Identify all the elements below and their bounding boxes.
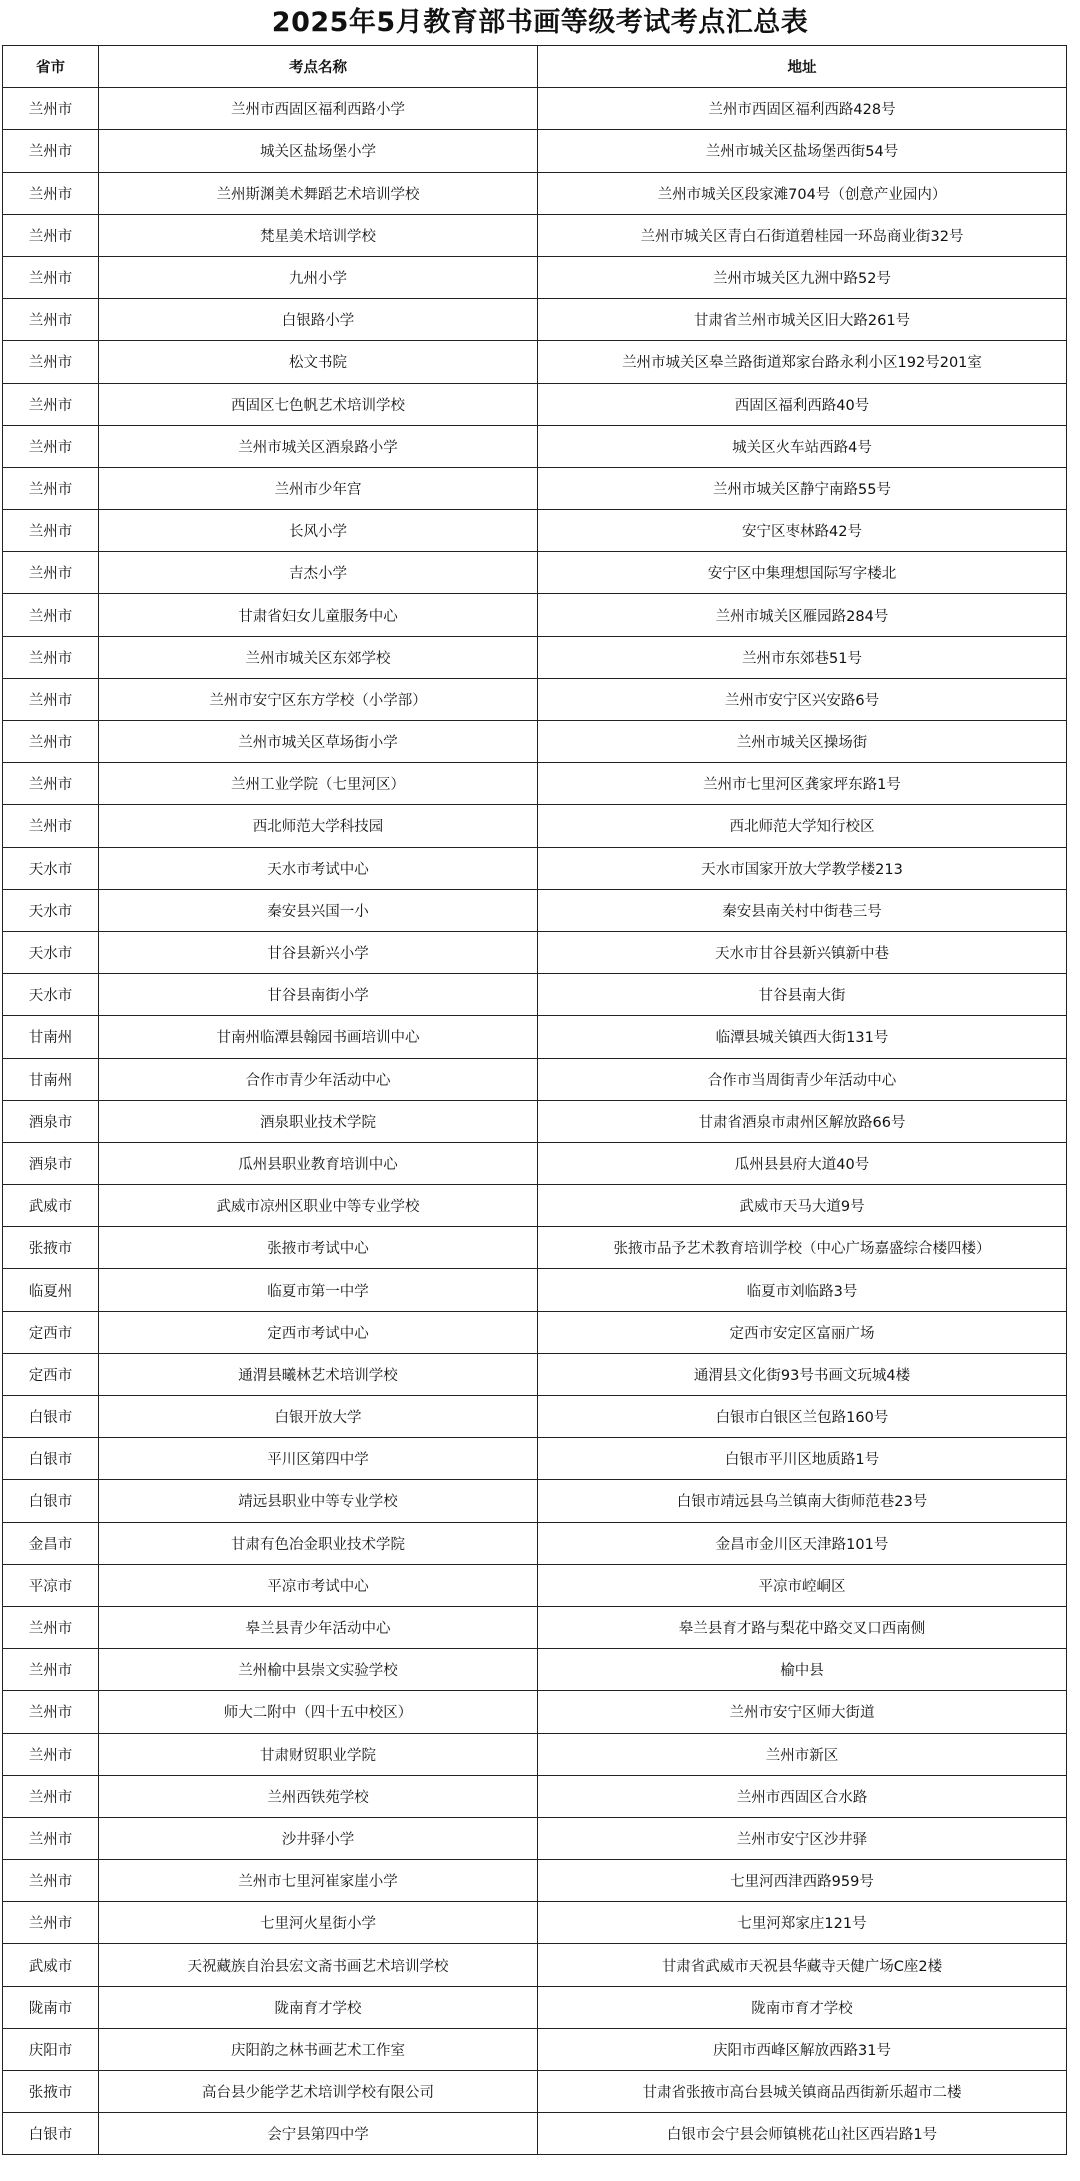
address-cell: 安宁区枣林路42号 xyxy=(538,510,1067,552)
address-cell: 兰州市安宁区兴安路6号 xyxy=(538,678,1067,720)
city-cell: 兰州市 xyxy=(3,88,99,130)
site-name-cell: 甘肃财贸职业学院 xyxy=(99,1733,538,1775)
table-row xyxy=(3,1396,1067,1438)
address-cell: 兰州市城关区盐场堡西街54号 xyxy=(538,130,1067,172)
column-header-address: 地址 xyxy=(538,46,1067,88)
table-row xyxy=(3,1902,1067,1944)
city-cell: 兰州市 xyxy=(3,721,99,763)
table-row xyxy=(3,1691,1067,1733)
site-name-cell: 兰州市城关区酒泉路小学 xyxy=(99,425,538,467)
address-cell: 陇南市育才学校 xyxy=(538,1986,1067,2028)
table-row xyxy=(3,383,1067,425)
site-name-cell: 甘谷县新兴小学 xyxy=(99,931,538,973)
table-row xyxy=(3,1269,1067,1311)
site-name-cell: 天祝藏族自治县宏文斋书画艺术培训学校 xyxy=(99,1944,538,1986)
table-row xyxy=(3,1733,1067,1775)
city-cell: 张掖市 xyxy=(3,2071,99,2113)
table-row xyxy=(3,763,1067,805)
address-cell: 定西市安定区富丽广场 xyxy=(538,1311,1067,1353)
address-cell: 天水市甘谷县新兴镇新中巷 xyxy=(538,931,1067,973)
table-row xyxy=(3,467,1067,509)
address-cell: 城关区火车站西路4号 xyxy=(538,425,1067,467)
address-cell: 瓜州县县府大道40号 xyxy=(538,1142,1067,1184)
city-cell: 兰州市 xyxy=(3,256,99,298)
address-cell: 金昌市金川区天津路101号 xyxy=(538,1522,1067,1564)
site-name-cell: 临夏市第一中学 xyxy=(99,1269,538,1311)
address-cell: 兰州市城关区静宁南路55号 xyxy=(538,467,1067,509)
table-row xyxy=(3,2113,1067,2155)
city-cell: 兰州市 xyxy=(3,552,99,594)
address-cell: 甘肃省武威市天祝县华藏寺天健广场C座2楼 xyxy=(538,1944,1067,1986)
site-name-cell: 会宁县第四中学 xyxy=(99,2113,538,2155)
table-row xyxy=(3,88,1067,130)
table-row xyxy=(3,425,1067,467)
table-row xyxy=(3,1944,1067,1986)
site-name-cell: 长风小学 xyxy=(99,510,538,552)
site-name-cell: 兰州市少年宫 xyxy=(99,467,538,509)
address-cell: 临夏市刘临路3号 xyxy=(538,1269,1067,1311)
address-cell: 七里河郑家庄121号 xyxy=(538,1902,1067,1944)
site-name-cell: 吉杰小学 xyxy=(99,552,538,594)
site-name-cell: 甘南州临潭县翰园书画培训中心 xyxy=(99,1016,538,1058)
city-cell: 兰州市 xyxy=(3,1733,99,1775)
city-cell: 兰州市 xyxy=(3,130,99,172)
city-cell: 金昌市 xyxy=(3,1522,99,1564)
address-cell: 通渭县文化街93号书画文玩城4楼 xyxy=(538,1353,1067,1395)
table-row xyxy=(3,1606,1067,1648)
city-cell: 定西市 xyxy=(3,1353,99,1395)
site-name-cell: 酒泉职业技术学院 xyxy=(99,1100,538,1142)
city-cell: 兰州市 xyxy=(3,1775,99,1817)
city-cell: 甘南州 xyxy=(3,1016,99,1058)
table-row xyxy=(3,889,1067,931)
city-cell: 平凉市 xyxy=(3,1564,99,1606)
table-row xyxy=(3,931,1067,973)
city-cell: 酒泉市 xyxy=(3,1142,99,1184)
site-name-cell: 秦安县兴国一小 xyxy=(99,889,538,931)
address-cell: 兰州市安宁区师大街道 xyxy=(538,1691,1067,1733)
address-cell: 白银市靖远县乌兰镇南大街师范巷23号 xyxy=(538,1480,1067,1522)
site-name-cell: 七里河火星街小学 xyxy=(99,1902,538,1944)
site-name-cell: 瓜州县职业教育培训中心 xyxy=(99,1142,538,1184)
table-row xyxy=(3,721,1067,763)
city-cell: 天水市 xyxy=(3,889,99,931)
city-cell: 兰州市 xyxy=(3,805,99,847)
site-name-cell: 定西市考试中心 xyxy=(99,1311,538,1353)
site-name-cell: 甘谷县南街小学 xyxy=(99,974,538,1016)
address-cell: 兰州市城关区青白石街道碧桂园一环岛商业街32号 xyxy=(538,214,1067,256)
table-row xyxy=(3,256,1067,298)
table-row xyxy=(3,805,1067,847)
table-row xyxy=(3,1860,1067,1902)
address-cell: 张掖市品予艺术教育培训学校（中心广场嘉盛综合楼四楼） xyxy=(538,1227,1067,1269)
address-cell: 白银市会宁县会师镇桃花山社区西岩路1号 xyxy=(538,2113,1067,2155)
site-name-cell: 甘肃有色冶金职业技术学院 xyxy=(99,1522,538,1564)
city-cell: 兰州市 xyxy=(3,1606,99,1648)
address-cell: 武威市天马大道9号 xyxy=(538,1185,1067,1227)
city-cell: 武威市 xyxy=(3,1944,99,1986)
address-cell: 西固区福利西路40号 xyxy=(538,383,1067,425)
table-row xyxy=(3,847,1067,889)
city-cell: 白银市 xyxy=(3,1438,99,1480)
site-name-cell: 通渭县曦林艺术培训学校 xyxy=(99,1353,538,1395)
site-name-cell: 高台县少能学艺术培训学校有限公司 xyxy=(99,2071,538,2113)
exam-sites-table xyxy=(2,45,1067,2155)
site-name-cell: 兰州工业学院（七里河区） xyxy=(99,763,538,805)
address-cell: 兰州市东郊巷51号 xyxy=(538,636,1067,678)
site-name-cell: 兰州市七里河崔家崖小学 xyxy=(99,1860,538,1902)
table-row xyxy=(3,172,1067,214)
address-cell: 天水市国家开放大学教学楼213 xyxy=(538,847,1067,889)
site-name-cell: 兰州市西固区福利西路小学 xyxy=(99,88,538,130)
city-cell: 兰州市 xyxy=(3,1902,99,1944)
city-cell: 兰州市 xyxy=(3,636,99,678)
address-cell: 皋兰县育才路与梨花中路交叉口西南侧 xyxy=(538,1606,1067,1648)
city-cell: 兰州市 xyxy=(3,1817,99,1859)
address-cell: 甘谷县南大街 xyxy=(538,974,1067,1016)
address-cell: 平凉市崆峒区 xyxy=(538,1564,1067,1606)
site-name-cell: 陇南育才学校 xyxy=(99,1986,538,2028)
city-cell: 兰州市 xyxy=(3,1860,99,1902)
table-row xyxy=(3,510,1067,552)
address-cell: 兰州市七里河区龚家坪东路1号 xyxy=(538,763,1067,805)
site-name-cell: 梵星美术培训学校 xyxy=(99,214,538,256)
city-cell: 天水市 xyxy=(3,847,99,889)
table-row xyxy=(3,1185,1067,1227)
address-cell: 榆中县 xyxy=(538,1649,1067,1691)
site-name-cell: 合作市青少年活动中心 xyxy=(99,1058,538,1100)
table-row xyxy=(3,1480,1067,1522)
city-cell: 兰州市 xyxy=(3,678,99,720)
address-cell: 合作市当周街青少年活动中心 xyxy=(538,1058,1067,1100)
site-name-cell: 兰州斯渊美术舞蹈艺术培训学校 xyxy=(99,172,538,214)
table-row xyxy=(3,1564,1067,1606)
city-cell: 兰州市 xyxy=(3,1649,99,1691)
table-row xyxy=(3,1986,1067,2028)
table-row xyxy=(3,1649,1067,1691)
address-cell: 兰州市西固区合水路 xyxy=(538,1775,1067,1817)
site-name-cell: 靖远县职业中等专业学校 xyxy=(99,1480,538,1522)
site-name-cell: 天水市考试中心 xyxy=(99,847,538,889)
city-cell: 兰州市 xyxy=(3,1691,99,1733)
address-cell: 兰州市城关区段家滩704号（创意产业园内） xyxy=(538,172,1067,214)
address-cell: 甘肃省张掖市高台县城关镇商品西街新乐超市二楼 xyxy=(538,2071,1067,2113)
city-cell: 酒泉市 xyxy=(3,1100,99,1142)
address-cell: 七里河西津西路959号 xyxy=(538,1860,1067,1902)
table-row xyxy=(3,299,1067,341)
address-cell: 安宁区中集理想国际写字楼北 xyxy=(538,552,1067,594)
address-cell: 兰州市西固区福利西路428号 xyxy=(538,88,1067,130)
table-row xyxy=(3,1438,1067,1480)
address-cell: 兰州市安宁区沙井驿 xyxy=(538,1817,1067,1859)
site-name-cell: 师大二附中（四十五中校区） xyxy=(99,1691,538,1733)
table-row xyxy=(3,1016,1067,1058)
page-title: 2025年5月教育部书画等级考试考点汇总表 xyxy=(271,7,809,38)
city-cell: 兰州市 xyxy=(3,214,99,256)
address-cell: 白银市平川区地质路1号 xyxy=(538,1438,1067,1480)
table-header-row xyxy=(3,46,1067,88)
site-name-cell: 西固区七色帆艺术培训学校 xyxy=(99,383,538,425)
city-cell: 定西市 xyxy=(3,1311,99,1353)
site-name-cell: 兰州西铁苑学校 xyxy=(99,1775,538,1817)
table-row xyxy=(3,1311,1067,1353)
site-name-cell: 兰州市城关区草场街小学 xyxy=(99,721,538,763)
table-row xyxy=(3,678,1067,720)
city-cell: 甘南州 xyxy=(3,1058,99,1100)
site-name-cell: 西北师范大学科技园 xyxy=(99,805,538,847)
site-name-cell: 兰州市安宁区东方学校（小学部） xyxy=(99,678,538,720)
site-name-cell: 张掖市考试中心 xyxy=(99,1227,538,1269)
city-cell: 兰州市 xyxy=(3,341,99,383)
table-row xyxy=(3,1227,1067,1269)
table-row xyxy=(3,1142,1067,1184)
city-cell: 张掖市 xyxy=(3,1227,99,1269)
column-header-site-name: 考点名称 xyxy=(99,46,538,88)
site-name-cell: 城关区盐场堡小学 xyxy=(99,130,538,172)
table-row xyxy=(3,1100,1067,1142)
city-cell: 兰州市 xyxy=(3,594,99,636)
site-name-cell: 白银开放大学 xyxy=(99,1396,538,1438)
city-cell: 庆阳市 xyxy=(3,2028,99,2070)
address-cell: 甘肃省酒泉市肃州区解放路66号 xyxy=(538,1100,1067,1142)
site-name-cell: 平凉市考试中心 xyxy=(99,1564,538,1606)
table-row xyxy=(3,1353,1067,1395)
address-cell: 临潭县城关镇西大街131号 xyxy=(538,1016,1067,1058)
site-name-cell: 白银路小学 xyxy=(99,299,538,341)
city-cell: 白银市 xyxy=(3,2113,99,2155)
table-row xyxy=(3,1817,1067,1859)
address-cell: 兰州市城关区雁园路284号 xyxy=(538,594,1067,636)
address-cell: 兰州市新区 xyxy=(538,1733,1067,1775)
table-row xyxy=(3,214,1067,256)
city-cell: 武威市 xyxy=(3,1185,99,1227)
site-name-cell: 武威市凉州区职业中等专业学校 xyxy=(99,1185,538,1227)
city-cell: 兰州市 xyxy=(3,425,99,467)
site-name-cell: 兰州市城关区东郊学校 xyxy=(99,636,538,678)
site-name-cell: 兰州榆中县崇文实验学校 xyxy=(99,1649,538,1691)
city-cell: 白银市 xyxy=(3,1480,99,1522)
city-cell: 临夏州 xyxy=(3,1269,99,1311)
address-cell: 庆阳市西峰区解放西路31号 xyxy=(538,2028,1067,2070)
address-cell: 兰州市城关区皋兰路街道郑家台路永利小区192号201室 xyxy=(538,341,1067,383)
table-row xyxy=(3,2071,1067,2113)
address-cell: 兰州市城关区九洲中路52号 xyxy=(538,256,1067,298)
site-name-cell: 松文书院 xyxy=(99,341,538,383)
site-name-cell: 甘肃省妇女儿童服务中心 xyxy=(99,594,538,636)
city-cell: 兰州市 xyxy=(3,510,99,552)
table-row xyxy=(3,2028,1067,2070)
city-cell: 陇南市 xyxy=(3,1986,99,2028)
city-cell: 兰州市 xyxy=(3,299,99,341)
table-row xyxy=(3,552,1067,594)
site-name-cell: 平川区第四中学 xyxy=(99,1438,538,1480)
city-cell: 兰州市 xyxy=(3,172,99,214)
table-row xyxy=(3,1522,1067,1564)
table-row xyxy=(3,1775,1067,1817)
table-row xyxy=(3,974,1067,1016)
city-cell: 兰州市 xyxy=(3,467,99,509)
address-cell: 秦安县南关村中街巷三号 xyxy=(538,889,1067,931)
address-cell: 甘肃省兰州市城关区旧大路261号 xyxy=(538,299,1067,341)
city-cell: 兰州市 xyxy=(3,383,99,425)
address-cell: 白银市白银区兰包路160号 xyxy=(538,1396,1067,1438)
site-name-cell: 皋兰县青少年活动中心 xyxy=(99,1606,538,1648)
table-row xyxy=(3,1058,1067,1100)
site-name-cell: 沙井驿小学 xyxy=(99,1817,538,1859)
city-cell: 兰州市 xyxy=(3,763,99,805)
city-cell: 白银市 xyxy=(3,1396,99,1438)
table-row xyxy=(3,341,1067,383)
table-row xyxy=(3,130,1067,172)
site-name-cell: 九州小学 xyxy=(99,256,538,298)
city-cell: 天水市 xyxy=(3,931,99,973)
table-row xyxy=(3,636,1067,678)
site-name-cell: 庆阳韵之林书画艺术工作室 xyxy=(99,2028,538,2070)
table-body xyxy=(3,88,1067,2155)
address-cell: 西北师范大学知行校区 xyxy=(538,805,1067,847)
table-row xyxy=(3,594,1067,636)
address-cell: 兰州市城关区操场街 xyxy=(538,721,1067,763)
column-header-city: 省市 xyxy=(3,46,99,88)
city-cell: 天水市 xyxy=(3,974,99,1016)
